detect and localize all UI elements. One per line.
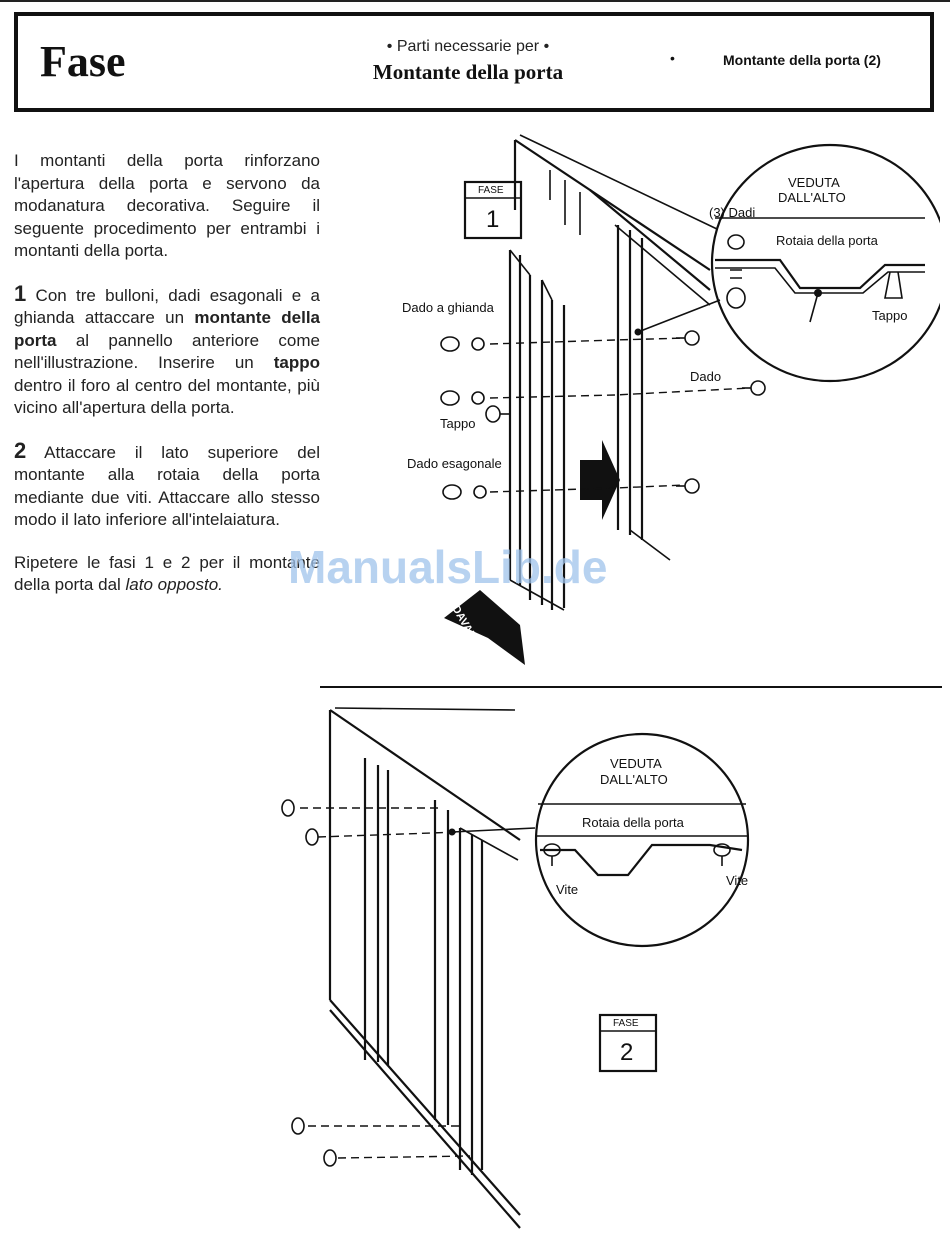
fig1-hex-nut xyxy=(443,485,486,499)
figure1-illustration xyxy=(380,130,940,680)
fig2-top-view-inset xyxy=(536,734,748,946)
fig1-acorn-nut-1 xyxy=(441,337,484,351)
parts-item: Montante della porta (2) xyxy=(723,52,881,68)
inset2-label-rotaia: Rotaia della porta xyxy=(582,815,684,830)
inset2-title-2: DALL'ALTO xyxy=(600,772,668,787)
fig1-arrow xyxy=(580,440,620,520)
label-dado: Dado xyxy=(690,369,722,384)
fase1-badge-label: FASE xyxy=(478,185,504,196)
fase1-badge-number: 1 xyxy=(486,206,500,233)
fig2-roof-edge xyxy=(330,710,520,840)
label-tappo: Tappo xyxy=(440,416,476,431)
fig2-screw-4 xyxy=(324,1150,336,1166)
parts-needed xyxy=(318,38,618,85)
step1-paragraph xyxy=(14,280,320,420)
top-rule xyxy=(0,0,950,2)
fig1-bolt-2 xyxy=(742,381,765,395)
fig2-base xyxy=(330,1000,520,1228)
fig2-post-left xyxy=(365,758,388,1065)
step2-text: Attaccare il lato superiore del montante alla rotaia della porta mediante due viti. Attaccare allo stesso modo il lato inferiore all'intelaiatura. xyxy=(14,442,320,529)
fig2-screw-2 xyxy=(306,829,318,845)
step1-text-c: dentro il foro al centro del montante, più vicino all'apertura della porta. xyxy=(14,375,320,417)
step2-number: 2 xyxy=(14,437,27,463)
label-dado-esagonale: Dado esagonale xyxy=(407,456,502,471)
figure2-illustration xyxy=(260,700,780,1230)
instructions xyxy=(14,150,320,617)
step1-bold-a: montante della porta xyxy=(14,308,320,350)
fig2-door-post xyxy=(460,828,482,1175)
step1-text-a: Con tre bulloni, dadi esagonali e a ghianda attaccare un xyxy=(14,285,320,327)
fig2-screw-3 xyxy=(292,1118,304,1134)
fig1-bolt-1 xyxy=(676,331,699,345)
fig1-top-view-inset xyxy=(709,145,940,381)
repeat-text: Ripetere le fasi 1 e 2 per il montante della porta dal xyxy=(14,552,320,594)
fig1-inset-anchor xyxy=(635,329,642,336)
fig1-acorn-nut-2 xyxy=(441,391,484,405)
inset2-label-vite-right: Vite xyxy=(726,873,749,888)
step1-text-b: al pannello anteriore come nell'illustrazione. Inserire un xyxy=(14,330,320,372)
inset2-label-vite-left: Vite xyxy=(556,882,579,897)
fig1-inset-leader xyxy=(638,300,720,332)
watermark: ManualsLib.de xyxy=(288,541,608,593)
fig1-bottom xyxy=(630,530,670,560)
inset1-title-1: VEDUTA xyxy=(788,175,840,190)
fig1-bolt-3 xyxy=(676,479,699,493)
fig2-screw-1 xyxy=(282,800,294,816)
davanti-arrow xyxy=(444,590,525,665)
step1-number: 1 xyxy=(14,280,27,306)
header-box xyxy=(14,12,934,112)
fig1-door-post-a xyxy=(510,250,520,585)
repeat-paragraph xyxy=(14,552,320,597)
fig2-screw-line-4 xyxy=(338,1156,470,1158)
fig1-tappo-plug xyxy=(486,406,510,422)
fase2-badge-label: FASE xyxy=(613,1018,639,1029)
repeat-italic: lato opposto. xyxy=(125,575,223,594)
section-divider xyxy=(320,686,942,688)
davanti-label: DAVANTI xyxy=(449,603,484,651)
fig1-roof-edge xyxy=(515,140,710,270)
fig2-post-mid xyxy=(435,800,448,1125)
inset1-label-dadi: (3) Dadi xyxy=(709,205,756,220)
fase1-badge xyxy=(465,182,521,238)
label-dado-ghianda: Dado a ghianda xyxy=(402,300,494,315)
fig1-header xyxy=(590,190,710,290)
step1-bold-b: tappo xyxy=(273,353,320,372)
parts-title: Montante della porta xyxy=(372,60,564,84)
inset1-label-tappo: Tappo xyxy=(872,308,908,323)
step2-paragraph xyxy=(14,437,320,532)
page-title: Fase xyxy=(40,37,126,86)
intro-paragraph: I montanti della porta rinforzano l'apertura della porta e servono da modanatura decorativa. Seguire il seguente procedimento per entrambi i montanti della porta. xyxy=(14,151,320,260)
fase2-badge-number: 2 xyxy=(620,1039,634,1066)
fase2-badge xyxy=(600,1015,656,1071)
inset2-title-1: VEDUTA xyxy=(610,756,662,771)
fig2-roof-top xyxy=(335,708,515,710)
parts-label: • Parti necessarie per • xyxy=(386,38,550,55)
bullet: • xyxy=(670,50,675,66)
fig1-upright xyxy=(618,225,642,540)
inset1-title-2: DALL'ALTO xyxy=(778,190,846,205)
inset1-label-rotaia: Rotaia della porta xyxy=(776,233,878,248)
